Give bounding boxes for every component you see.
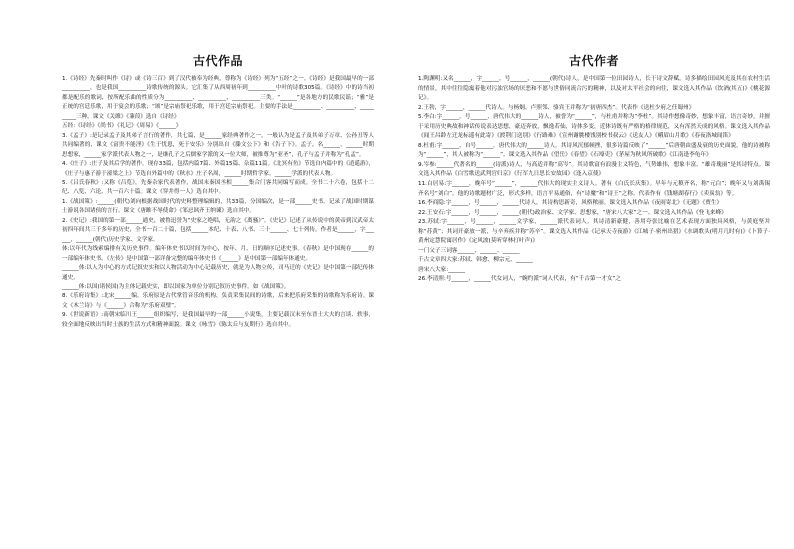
works-paragraph-yuefushiji: 8.《乐府诗集》:北宋______编。乐府原是古代掌管音乐的机构，负责采集民间的诗歌，后来把乐府采集的诗歌称为乐府诗。课文《木兰诗》与《______》合称为“乐府双璧”。	[62, 293, 374, 309]
authors-paragraph-censhen: 9.岑参:______代著名的______(诗派)诗人，与高适并称“高岑”。其诗歌富有浪漫主义特色，气势雄伟，想象丰富，“雄奇瑰丽”是其诗特点。课文选入其作品《白雪歌送武判官归京》《行军九日思长安故园》《逢入京使》	[418, 161, 770, 178]
works-paragraph-zhuangzi: 4.《庄子》:庄子及其后学的著作，现存33篇，包括内篇7篇、外篇15篇、杂篇11篇。《北冥有鱼》节选自内篇中的《逍遥游》，《庄子与惠子游于濠梁之上》节选自外篇中的《秋水》庄子名周，______时期哲学家。______学派的代表人物。	[62, 161, 374, 177]
authors-paragraph-baijuyi: 11.白居易:字______，晚年号“______”，______代伟大的现实主义诗人。著有《白氏长庆集》。早年与元稹齐名，称“元白”；晚年又与刘禹锡齐名号“刘白”。他的诗歌题材广泛，形式多样，语言平易通俗，有“诗魔”和“诗王”之称。代表作有《钱塘湖春行》《卖炭翁》等。	[418, 181, 770, 197]
works-paragraph-shiji: 2.《史记》:我国的第一部______通史，被鲁迅誉为“史家之绝唱，无韵之《离骚》”。《史记》记述了从传说中的黄帝到汉武帝太初四年间共三千多年的历史，全书一百二十篇，包括______本纪、十表、八书、三十______、七十列传。作者是______，字______，______(朝代)历史学家、文学家。	[62, 217, 374, 243]
authors-paragraph-badajia: 唐宋八大家:______	[418, 266, 466, 273]
authors-paragraph-dufu: 8.杜甫:字______，自号______。唐代伟大的______诗人。其诗风沉郁顿挫，很多诗篇反映了“______”后唐朝由盛及衰的历史面貌，他的诗被称为“______”，其人被称为“______”。课文选入其作品《望岳》《春望》《石壕吏》《茅屋为秋风所破歌》《江南逢李龟年》	[418, 142, 770, 159]
authors-column	[418, 0, 770, 549]
works-paragraph-guobieti: ______体:以国(诸侯国)为主体记载史实，即以国家为单位分别记叙历史事件。如《战国策》。	[62, 283, 290, 290]
authors-paragraph-libai: 5.李白:字______，号______，唐代伟大的______诗人，被誉为“______”，与杜甫并称为“李杜”。其诗作想像奇妙，想象丰富，语言奇妙，并擅于采用历史典故和神话传说表达思想，豪迈奔放，飘逸若仙，诗体多变，近体诗既有严格的格律规范，又有浑然天成的风格。课文选入其作品《闻王昌龄左迁龙标遥有此寄》《渡荆门送别》《行路难》《宣州谢朓楼饯别校书叔云》《送友人》《峨眉山月歌》《春夜洛城闻笛》	[418, 114, 770, 140]
works-paragraph-biannianti: 体:以年代为线索编排有关历史事件。编年体史书以时间为中心，按年、月、日的顺序记述史事。《春秋》是中国现存______的一部编年体史书。《左传》是中国第一部详备完整的编年体史书《______》是中国第一部编年体通史。	[62, 246, 374, 262]
authors-paragraph-wanganshi: 22.王安石:字______，号______，______(朝代)政治家、文学家、思想家，“唐宋八大家”之一。课文选入其作品《登飞来峰》	[418, 209, 727, 216]
authors-paragraph-taoyuanming: 1.陶渊明:又名______，字______，号______，______(朝代)诗人，是中国第一位田园诗人，长于诗文辞赋。诗多描绘田园风光及其在农村生活的情景，其中往往隐寓着他对污浊官场的厌恶和不愿与世俗同流合污的精神，以及对太平社会的向往，课文选入其作品《饮酒(其五)》《桃花源记》。	[418, 76, 770, 102]
authors-paragraph-sidajia: 千古文章四大家:苏轼、韩愈、柳宗元、______	[418, 257, 533, 264]
works-paragraph-wujing: 五经:《诗经》《尚书》《礼记》《周易》《______》	[62, 123, 182, 130]
works-title: 古代作品	[192, 54, 243, 68]
authors-paragraph-sushi: 23.苏轼:字______，号______，______文学家，______派代表词人。其诗清新豪健，善用夸张比喻在艺术表现方面独具风格，与黄庭坚并称“苏黄”；其词开豪放一派，与辛弃疾并称“苏辛”。课文选入其作品《记承天寺夜游》《江城子·密州出猎》《水调歌头(明月几时有)》《卜算子·黄州定慧院寓居作》《定风波(莫听穿林打叶声)》	[418, 219, 770, 245]
works-column	[62, 0, 374, 549]
authors-paragraph-wangbo: 2.王勃，字______，______代诗人。与杨炯、卢照邻、骆宾王并称为“初唐四杰”。代表作《送杜少府之任蜀州》	[418, 104, 695, 111]
authors-paragraph-sansu: 一门父子三词客______、______、______	[418, 247, 520, 254]
works-paragraph-lvshichunqiu: 5.《吕氏春秋》:又称《吕览》，先秦杂家代表著作，战国末秦国丞相______集合门客共同编写而成。全书二十六卷，包括十二纪、八览、六论，共一百六十篇。课文《穿井得一人》选自其中。	[62, 179, 374, 196]
works-paragraph-shishuoxinyu: 9.《世说新语》:南朝宋临川王______组织编写，是我国最早的一部______小说集，主要记载汉末至东晋士大夫的言谈、轶事，较全面地反映出当时士族的生活方式和精神面貌。课文《咏雪》《陈太丘与友期行》选自其中。	[62, 312, 374, 328]
works-paragraph-mengzi: 3.《孟子》:是记录孟子及其弟子言行的著作，共七篇，是______家经典著作之一，一般认为是孟子及其弟子万章、公孙丑等人共同编著的，课文《富贵不能淫》《生于忧患，死于安乐》分别出自《滕文公下》和《告子下》。孟子，名______，______时期思想家，______家学派代表人物之一，是继孔子之后儒家学派的又一位大师，被推尊为“亚圣”，孔子与孟子并称为“孔孟”。	[62, 132, 374, 158]
works-paragraph-shijing: 1.《诗经》先秦时叫作《诗》或《诗三百》到了汉代被奉为经典，尊称为《诗经》列为“五经”之一。《诗经》是我国最早的一部__________，也是我国__________诗歌传统的源头。它汇集了从西周初年到__________中叶的诗歌305篇。《诗经》中的诗当初都是配乐的歌词，按所配乐曲的性质分为__________、__________、__________三类。“______”是各地方的民歌民谣；“雅”是正统的宫廷乐歌，用于宴会的乐歌；“颂”是宗庙祭祀乐歌，用于宫廷宗庙祭祀。主要的手法是__________、__________、__________三种。课文《关雎》《蒹葭》选自《诗经》	[62, 76, 374, 120]
works-paragraph-zhanguoce: 1.《战国策》:______(朝代)刘向根据战国时代的史料整理编辑的，共33篇，分国编次，是一部______史书。记录了战国时期谋士游说各国诸侯的言行。课文《唐雎不辱使命》《邹忌讽齐王纳谏》选自其中。	[62, 198, 374, 215]
authors-paragraph-lishangyin: 16.李商隐:字______，号______，______代诗人，其诗构思新奇，风格秾丽。课文选入其作品《夜雨寄北》《无题》《贾生》	[418, 200, 723, 207]
authors-paragraph-liqingzhao: 26.李清照:号______，______代女词人，“婉约派”词人代表，有“千古第一才女”之	[418, 276, 622, 283]
authors-title: 古代作者	[568, 54, 619, 68]
works-paragraph-jizhuanti: ______体:以人为中心的方式记叙史实和以人物活动为中心记载历史，就是为人物立传，司马迁的《史记》是中国第一部纪传体通史。	[62, 265, 374, 281]
